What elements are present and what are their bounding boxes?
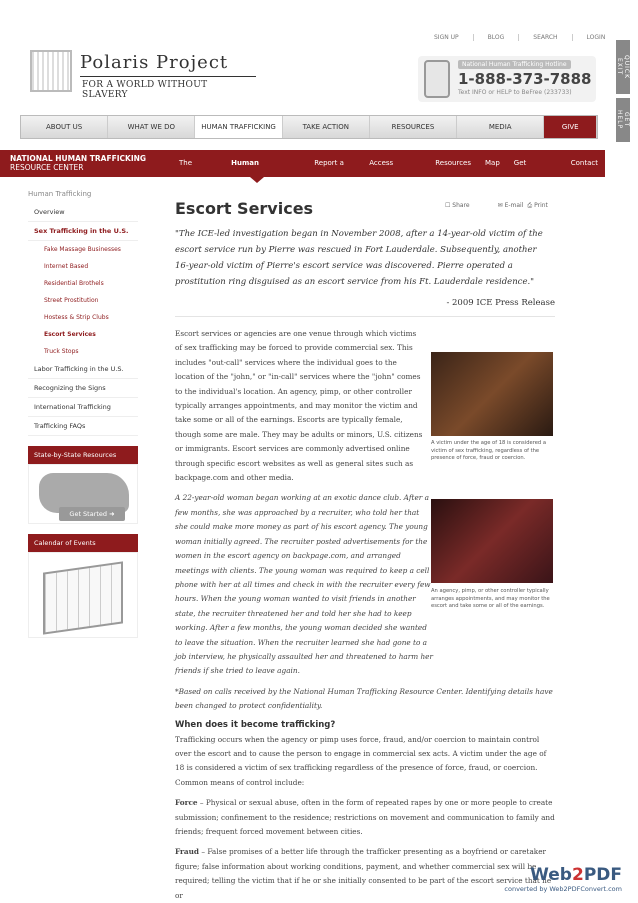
print-button[interactable]: ⎙ Print (527, 202, 548, 209)
sidebar (28, 190, 138, 638)
divider (175, 316, 555, 317)
nav-about-us[interactable]: ABOUT US (21, 116, 108, 138)
subnav-report-a-tip[interactable]: Report a Tip (314, 159, 344, 194)
logo-name: Polaris Project (80, 52, 229, 73)
press-quote: "The ICE-led investigation began in November 2008, after a 14-year-old victim of the escort service run by Pierre was rescued in Fort Lauderdale. Subsequently, another 16-year-old victim of Pierre's escort service was discovered. Pierre operated a prostitution ring disguised as an escort service from his Ft. Lauderdale residence." (175, 229, 543, 287)
logo-tagline: FOR A WORLD WITHOUT SLAVERY (82, 80, 208, 100)
share-button[interactable]: ☐ Share (445, 202, 470, 209)
case-example-paragraph (175, 491, 433, 678)
get-help-tab[interactable]: GET HELP (616, 98, 630, 142)
nav-human-trafficking[interactable]: HUMAN TRAFFICKING (195, 116, 282, 138)
sidebar-sub-escort-services[interactable]: Escort Services (44, 331, 96, 338)
hotline-title: National Human Trafficking Hotline (458, 60, 571, 69)
page-title: Escort Services (175, 199, 314, 218)
escort-victim-photo (431, 352, 553, 436)
photo-caption-2: An agency, pimp, or other controller typically arranges appointments, and may monitor the escort and take some or all of the earnings. (431, 588, 550, 609)
intro-paragraph: Escort services or agencies are one venue through which victims of sex trafficking may be forced to provide commercial sex. This includes "out-call" services where the individual goes to the location of the "john," or "in-call" services where the "john" comes to the individual's location. An agency, pimp, or other controller typically arranges appointments, and may monitor the victim and take some or all of the earnings. Escorts are typically female, though some are male. They may be adults or minors, U.S. citizens or immigrants. Escort services are commonly advertised online through specific escort websites as well as general sites such as backpage.com and other media. (175, 329, 423, 483)
subnav-get-involved[interactable]: Get Involved (513, 159, 544, 194)
fraud-paragraph (175, 845, 555, 903)
nav-resources[interactable]: RESOURCES (370, 116, 457, 138)
nav-what-we-do[interactable]: WHAT WE DO (108, 116, 195, 138)
converted-by-link[interactable]: converted by Web2PDFConvert.com (504, 885, 622, 893)
converter-footer[interactable] (504, 865, 622, 893)
photo-caption-1: A victim under the age of 18 is considered a victim of sex trafficking, regardless of the presence of force, fraud or coercion. (431, 440, 547, 461)
fraud-label: Fraud (175, 847, 200, 857)
side-tabs (616, 40, 638, 146)
subnav-resources[interactable]: Resources (435, 159, 471, 167)
web2pdf-logo (504, 865, 622, 885)
web2pdf-logo-part2: 2 (571, 865, 584, 885)
confidentiality-note: *Based on calls received by the National Human Trafficking Resource Center. Identifying details have been changed to protect confidentiality. (175, 686, 553, 711)
nav-give-button[interactable]: GIVE (544, 116, 597, 138)
sidebar-item-labor-trafficking[interactable]: Labor Trafficking in the U.S. (28, 360, 138, 379)
subnav-contact[interactable]: Contact (570, 159, 598, 167)
logo-mark-icon (30, 50, 72, 92)
trafficking-heading: When does it become trafficking? (175, 719, 336, 730)
sidebar-section-title: Human Trafficking (28, 190, 92, 198)
sidebar-item-sex-trafficking[interactable]: Sex Trafficking in the U.S. (28, 222, 138, 241)
login-link[interactable]: LOGIN (572, 34, 620, 41)
logo-divider (80, 76, 256, 77)
sidebar-sub-street-prostitution[interactable]: Street Prostitution (44, 297, 99, 304)
sub-nav (0, 150, 605, 194)
phone-icon (424, 60, 450, 98)
sidebar-item-faqs[interactable]: Trafficking FAQs (28, 417, 138, 436)
nhtrc-brand[interactable] (10, 154, 146, 172)
quick-exit-tab[interactable]: QUICK EXIT (616, 40, 630, 94)
site-logo[interactable] (30, 48, 230, 98)
sidebar-item-overview[interactable]: Overview (28, 203, 138, 222)
force-label: Force (175, 798, 198, 808)
arrow-right-icon: ➜ (109, 510, 115, 518)
sidebar-item-international[interactable]: International Trafficking (28, 398, 138, 417)
get-started-label: Get Started (69, 510, 108, 518)
nav-media[interactable]: MEDIA (457, 116, 544, 138)
web2pdf-logo-part3: PDF (583, 865, 622, 885)
subnav-human-trafficking[interactable]: Human Trafficking (231, 159, 273, 194)
share-label: Share (452, 202, 470, 209)
subnav-the-nhtrc[interactable]: The NHTRC (179, 159, 204, 194)
email-label: E-mail (504, 202, 524, 209)
web2pdf-logo-part1: Web (530, 865, 572, 885)
search-link[interactable]: SEARCH (518, 34, 571, 41)
subnav-map[interactable]: Map (485, 159, 500, 167)
fraud-text: – False promises of a better life through the trafficker presenting as a boyfriend or caretaker figure; false information about working conditions, payment, and whether commercial sex will be required; telling the victim that if he or she initially consented to be part of the escort service that he or (175, 847, 552, 900)
calendar-icon (43, 561, 123, 634)
main-nav (20, 115, 598, 139)
us-map-widget[interactable] (28, 464, 138, 524)
print-label: Print (534, 202, 548, 209)
top-utility-bar (420, 34, 619, 41)
hotline-number: 1-888-373-7888 (458, 70, 592, 88)
get-started-button[interactable] (59, 507, 125, 521)
nhtrc-brand-line2: RESOURCE CENTER (10, 163, 84, 172)
sign-up-link[interactable]: SIGN UP (434, 34, 459, 41)
subnav-access-training[interactable]: Access Training (369, 159, 397, 194)
sidebar-sub-internet-based[interactable]: Internet Based (44, 263, 89, 270)
nhtrc-brand-line1: NATIONAL HUMAN TRAFFICKING (10, 154, 147, 163)
quote-attribution: - 2009 ICE Press Release (446, 298, 555, 308)
force-paragraph (175, 796, 555, 839)
sidebar-sub-fake-massage[interactable]: Fake Massage Businesses (44, 246, 121, 253)
escort-room-photo (431, 499, 553, 583)
state-resources-header: State-by-State Resources (28, 446, 138, 464)
nav-take-action[interactable]: TAKE ACTION (283, 116, 370, 138)
calendar-header: Calendar of Events (28, 534, 138, 552)
blog-link[interactable]: BLOG (473, 34, 519, 41)
sidebar-item-recognizing-signs[interactable]: Recognizing the Signs (28, 379, 138, 398)
case-example-text: A 22-year-old woman began working at an exotic dance club. After a few months, she was approached by a recruiter, who told her that she could make more money as part of his escort agency. The young woman initially agreed. The recruiter posted advertisements for the women in the escort agency on backpage.com, and arranged meetings with clients. The young woman was required to keep a cell phone with her at all times and check in with the recruiter every few hours. When the young woman wanted to visit friends in another state, the recruiter threatened her and told her she had to keep working. After a few months, the young woman decided she wanted to leave the situation. When the recruiter learned she had gone to a job interview, he physically assaulted her and threatened to harm her friends if she tried to leave again. (175, 493, 433, 676)
active-pointer-icon (250, 177, 264, 183)
hotline-subtext: Text INFO or HELP to BeFree (233733) (458, 89, 572, 96)
sidebar-sub-hostess-strip-clubs[interactable]: Hostess & Strip Clubs (44, 314, 109, 321)
sidebar-sub-truck-stops[interactable]: Truck Stops (44, 348, 79, 355)
force-text: – Physical or sexual abuse, often in the form of repeated rapes by one or more people to create submission; confinement to the residence; restrictions on movement and communication to family and friends; frequent forced movement between cities. (175, 798, 555, 836)
calendar-widget[interactable] (28, 552, 138, 638)
email-button[interactable]: ✉ E-mail (497, 202, 524, 209)
trafficking-paragraph: Trafficking occurs when the agency or pimp uses force, fraud, and/or coercion to maintain control over the escort and to cause the person to engage in commercial sex acts. A victim under the age of 18 is considered a victim of sex trafficking regardless of the presence of force, fraud, or coercion. Common means of control include: (175, 734, 547, 787)
hotline-banner[interactable] (418, 56, 596, 102)
sidebar-sub-residential-brothels[interactable]: Residential Brothels (44, 280, 104, 287)
